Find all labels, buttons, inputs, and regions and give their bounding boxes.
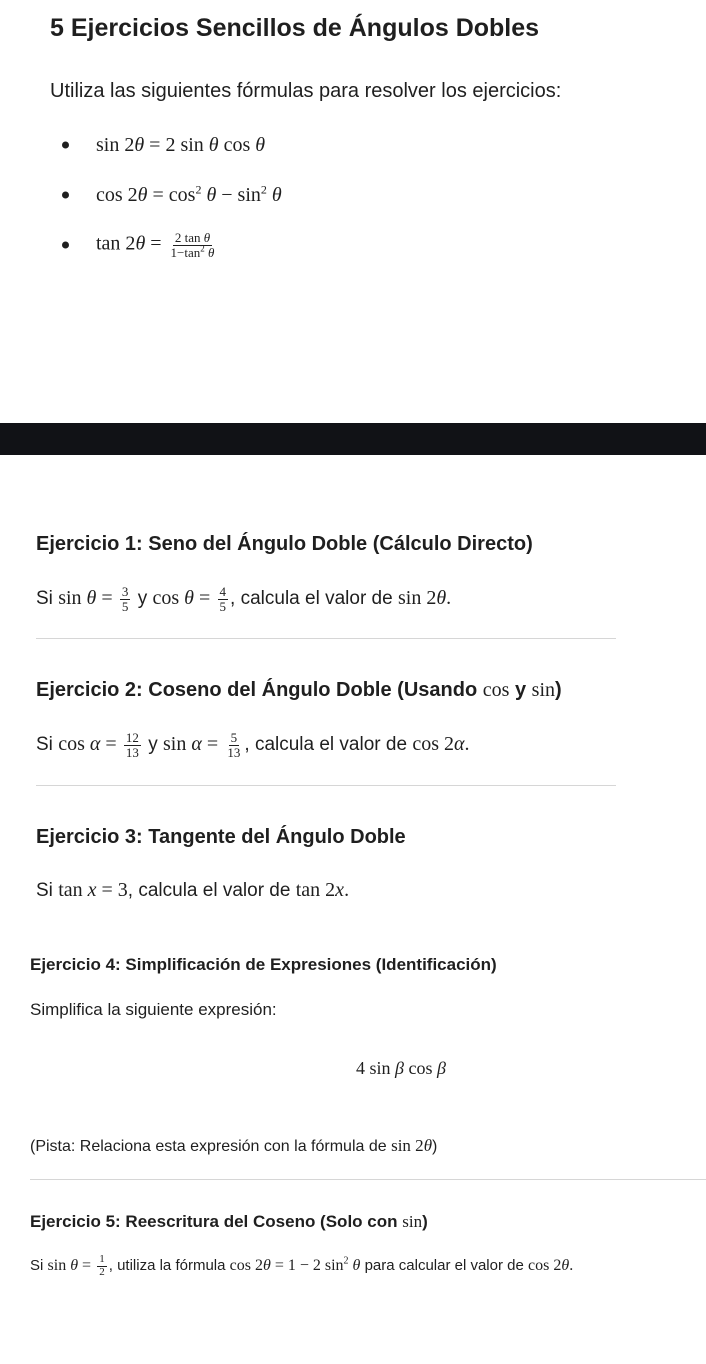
divider: [36, 638, 616, 639]
exercise-4-expression: 4 sin β cos β: [356, 1058, 446, 1078]
formula-cos-double: $\cos 2\theta = \cos^2 \theta - \sin^2 \theta$: [62, 170, 282, 220]
formula-sin-double: sin 2θ = 2 sin θ cos θ: [62, 120, 282, 170]
exercise-4-hint: (Pista: Relaciona esta expresión con la fórmula de sin 2θ): [30, 1136, 438, 1155]
formula-tan-double: tan 2θ = $\frac{\text{2 tan θ}}{1-\tan^2 \theta}$: [62, 220, 282, 270]
tan-fraction: $\frac{\text{2 tan θ}}{1-\tan^2 \theta}$: [170, 229, 215, 260]
exercise-2-statement: Si cos α = $\frac{12}{13}$ y sin α = $\frac{5}{13}$ , calcula el valor de cos 2α.: [36, 730, 470, 760]
exercise-4-title: Ejercicio 4: Simplificación de Expresiones (Identificación): [30, 955, 497, 974]
bullet-icon: [62, 142, 69, 149]
section-separator-band: [0, 423, 706, 455]
exercise-5-title: Ejercicio 5: Reescritura del Coseno (Solo con sin): [30, 1212, 428, 1231]
exercise-3-statement: Si tan x = 3, calcula el valor de tan 2x.: [36, 879, 350, 901]
bullet-icon: [62, 242, 69, 249]
exercise-5-statement: Si sin θ = $\frac{1}{2}$ , utiliza la fórmula cos 2θ = 1 − 2 $\sin^2 \theta$ para calcular el valor de cos 2θ.: [30, 1253, 574, 1278]
formula-list: [62, 120, 282, 270]
divider: [30, 1179, 706, 1180]
exercise-3-title: Ejercicio 3: Tangente del Ángulo Doble: [36, 826, 406, 848]
intro-text: Utiliza las siguientes fórmulas para resolver los ejercicios:: [50, 80, 562, 102]
exercise-1-title: Ejercicio 1: Seno del Ángulo Doble (Cálculo Directo): [36, 533, 533, 555]
exercise-1-statement: Si sin θ = $\frac{3}{5}$ y cos θ = $\frac{4}{5}$ , calcula el valor de sin 2θ.: [36, 584, 452, 614]
exercise-2-title: Ejercicio 2: Coseno del Ángulo Doble (Usando cos y sin): [36, 679, 562, 701]
exercise-4-instruction: Simplifica la siguiente expresión:: [30, 1000, 277, 1019]
page-title: 5 Ejercicios Sencillos de Ángulos Dobles: [50, 14, 540, 42]
divider: [36, 785, 616, 786]
bullet-icon: [62, 192, 69, 199]
